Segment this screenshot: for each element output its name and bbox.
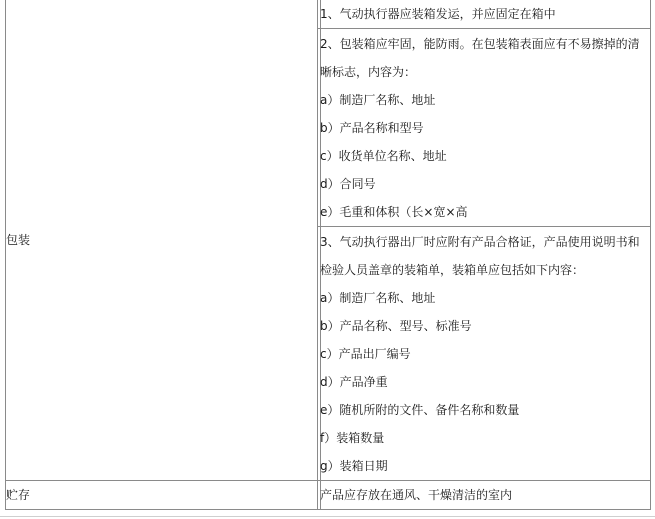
text-line: e）毛重和体积（长×宽×高 xyxy=(320,205,468,219)
text-line: f）装箱数量 xyxy=(320,431,385,445)
table-row-divider-1 xyxy=(317,28,651,29)
text-line: 2、包装箱应牢固，能防雨。在包装箱表面应有不易擦掉的清 xyxy=(320,37,640,51)
text-line: a）制造厂名称、地址 xyxy=(320,291,436,305)
text-line: a）制造厂名称、地址 xyxy=(320,93,436,107)
table-left-border xyxy=(5,0,6,510)
packaging-item-2 xyxy=(320,30,650,226)
text-line: 1、气动执行器应装箱发运，并应固定在箱中 xyxy=(320,7,556,21)
text-line: d）产品净重 xyxy=(320,375,388,389)
text-line: e）随机所附的文件、备件名称和数量 xyxy=(320,403,520,417)
table-bottom-border xyxy=(5,509,651,510)
text-line: b）产品名称和型号 xyxy=(320,121,424,135)
text-line: 3、气动执行器出厂时应附有产品合格证，产品使用说明书和 xyxy=(320,235,640,249)
packaging-item-3 xyxy=(320,228,650,480)
text-line: d）合同号 xyxy=(320,177,376,191)
storage-item-1 xyxy=(320,481,650,509)
text-line: g）装箱日期 xyxy=(320,459,388,473)
row-label-storage: 贮存 xyxy=(6,488,31,502)
table-right-border xyxy=(650,0,651,510)
packaging-item-1 xyxy=(320,0,650,28)
text-line: 产品应存放在通风、干燥清洁的室内 xyxy=(320,488,513,502)
text-line: c）产品出厂编号 xyxy=(320,347,411,361)
page-bottom-rule xyxy=(0,516,655,517)
row-label-packaging: 包装 xyxy=(6,233,31,247)
text-line: c）收货单位名称、地址 xyxy=(320,149,447,163)
table-column-divider xyxy=(317,0,318,510)
text-line: 检验人员盖章的装箱单，装箱单应包括如下内容： xyxy=(320,263,585,277)
text-line: b）产品名称、型号、标准号 xyxy=(320,319,472,333)
table-row-divider-2 xyxy=(317,226,651,227)
text-line: 晰标志，内容为： xyxy=(320,65,417,79)
